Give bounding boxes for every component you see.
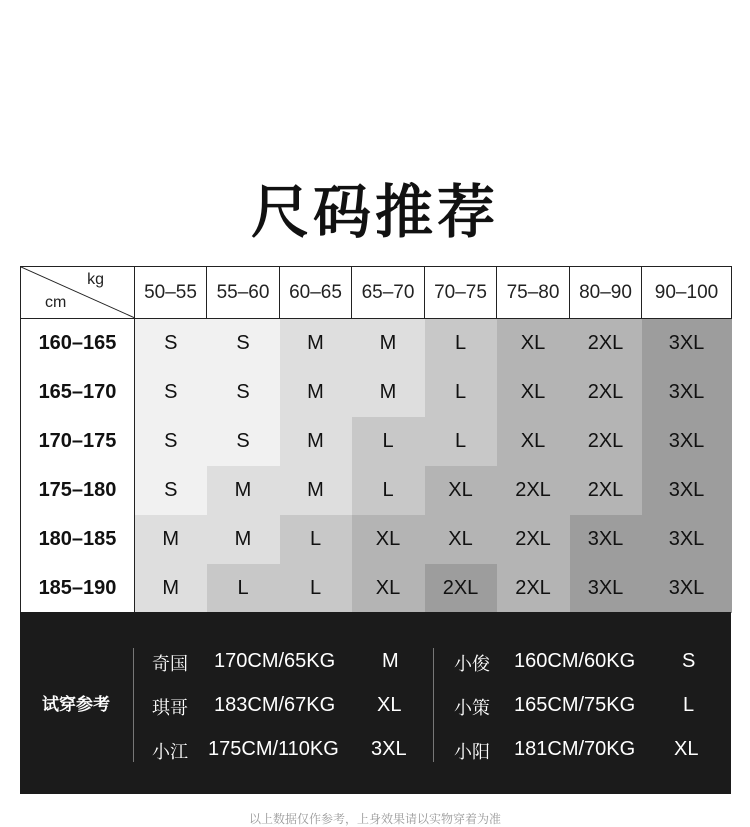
column-header: 90–100 <box>642 267 732 319</box>
table-row <box>21 564 732 613</box>
size-cell: L <box>207 564 280 613</box>
size-cell: 3XL <box>642 515 732 564</box>
table-row <box>21 417 732 466</box>
model-size: 3XL <box>371 738 407 760</box>
size-cell: 2XL <box>570 417 642 466</box>
row-header: 170–175 <box>21 417 135 466</box>
model-name: 小江 <box>152 742 188 763</box>
weight-unit-label: kg <box>87 271 104 288</box>
model-name: 奇国 <box>152 654 188 675</box>
fitting-reference-label: 试穿参考 <box>42 695 110 715</box>
page-title: 尺码推荐 <box>250 178 499 246</box>
size-cell: L <box>280 564 352 613</box>
size-cell: 2XL <box>570 368 642 417</box>
model-name: 小阳 <box>454 742 490 763</box>
size-cell: L <box>425 319 497 369</box>
size-cell: 2XL <box>497 466 570 515</box>
model-stats: 175CM/110KG <box>208 738 339 760</box>
model-stats: 165CM/75KG <box>514 694 636 716</box>
table-header-row <box>21 267 732 319</box>
model-size: S <box>682 650 696 672</box>
table-row <box>21 466 732 515</box>
size-cell: M <box>280 319 352 369</box>
size-cell: L <box>425 417 497 466</box>
table-row <box>21 319 732 369</box>
model-name: 小策 <box>454 698 490 719</box>
fitting-divider-left <box>133 648 134 762</box>
model-size: XL <box>377 694 402 716</box>
model-stats: 160CM/60KG <box>514 650 636 672</box>
column-header: 70–75 <box>425 267 497 319</box>
row-header: 180–185 <box>21 515 135 564</box>
size-cell: M <box>207 515 280 564</box>
size-cell: S <box>135 319 207 369</box>
height-unit-label: cm <box>45 294 67 311</box>
model-name: 小俊 <box>454 654 490 675</box>
size-cell: S <box>207 319 280 369</box>
size-cell: 3XL <box>570 515 642 564</box>
table-row <box>21 368 732 417</box>
size-cell: L <box>280 515 352 564</box>
model-stats: 183CM/67KG <box>214 694 336 716</box>
disclaimer-note: 以上数据仅作参考，上身效果请以实物穿着为准 <box>248 812 501 826</box>
size-cell: M <box>280 417 352 466</box>
row-header: 185–190 <box>21 564 135 613</box>
size-cell: S <box>207 417 280 466</box>
size-cell: 3XL <box>642 319 732 369</box>
model-size: M <box>382 650 399 672</box>
size-cell: 3XL <box>642 466 732 515</box>
size-cell: XL <box>497 319 570 369</box>
column-header: 60–65 <box>280 267 352 319</box>
column-header: 50–55 <box>135 267 207 319</box>
size-cell: 3XL <box>642 564 732 613</box>
size-cell: XL <box>425 466 497 515</box>
size-cell: S <box>135 466 207 515</box>
size-cell: M <box>280 466 352 515</box>
corner-diagonal-line <box>21 267 135 318</box>
size-cell: XL <box>497 368 570 417</box>
size-cell: XL <box>352 564 425 613</box>
size-cell: 3XL <box>642 417 732 466</box>
size-cell: S <box>135 368 207 417</box>
size-cell: 2XL <box>425 564 497 613</box>
model-name: 琪哥 <box>152 698 188 719</box>
size-cell: M <box>280 368 352 417</box>
size-cell: 2XL <box>570 466 642 515</box>
size-cell: M <box>352 368 425 417</box>
column-header: 80–90 <box>570 267 642 319</box>
size-cell: L <box>352 466 425 515</box>
size-cell: 2XL <box>497 564 570 613</box>
size-cell: M <box>135 564 207 613</box>
model-size: XL <box>674 738 699 760</box>
size-cell: 3XL <box>570 564 642 613</box>
size-cell: S <box>207 368 280 417</box>
model-stats: 181CM/70KG <box>514 738 636 760</box>
fitting-reference-panel <box>20 612 731 794</box>
size-cell: XL <box>497 417 570 466</box>
size-cell: S <box>135 417 207 466</box>
size-cell: L <box>352 417 425 466</box>
table-corner-cell <box>21 267 135 319</box>
row-header: 160–165 <box>21 319 135 369</box>
size-cell: 3XL <box>642 368 732 417</box>
size-chart-table <box>20 266 732 613</box>
row-header: 175–180 <box>21 466 135 515</box>
size-cell: M <box>352 319 425 369</box>
fitting-divider-middle <box>433 648 434 762</box>
size-cell: M <box>207 466 280 515</box>
table-row <box>21 515 732 564</box>
size-cell: 2XL <box>570 319 642 369</box>
column-header: 65–70 <box>352 267 425 319</box>
size-cell: XL <box>352 515 425 564</box>
size-cell: 2XL <box>497 515 570 564</box>
model-size: L <box>683 694 695 716</box>
size-cell: L <box>425 368 497 417</box>
column-header: 55–60 <box>207 267 280 319</box>
size-cell: M <box>135 515 207 564</box>
size-cell: XL <box>425 515 497 564</box>
model-stats: 170CM/65KG <box>214 650 336 672</box>
row-header: 165–170 <box>21 368 135 417</box>
column-header: 75–80 <box>497 267 570 319</box>
